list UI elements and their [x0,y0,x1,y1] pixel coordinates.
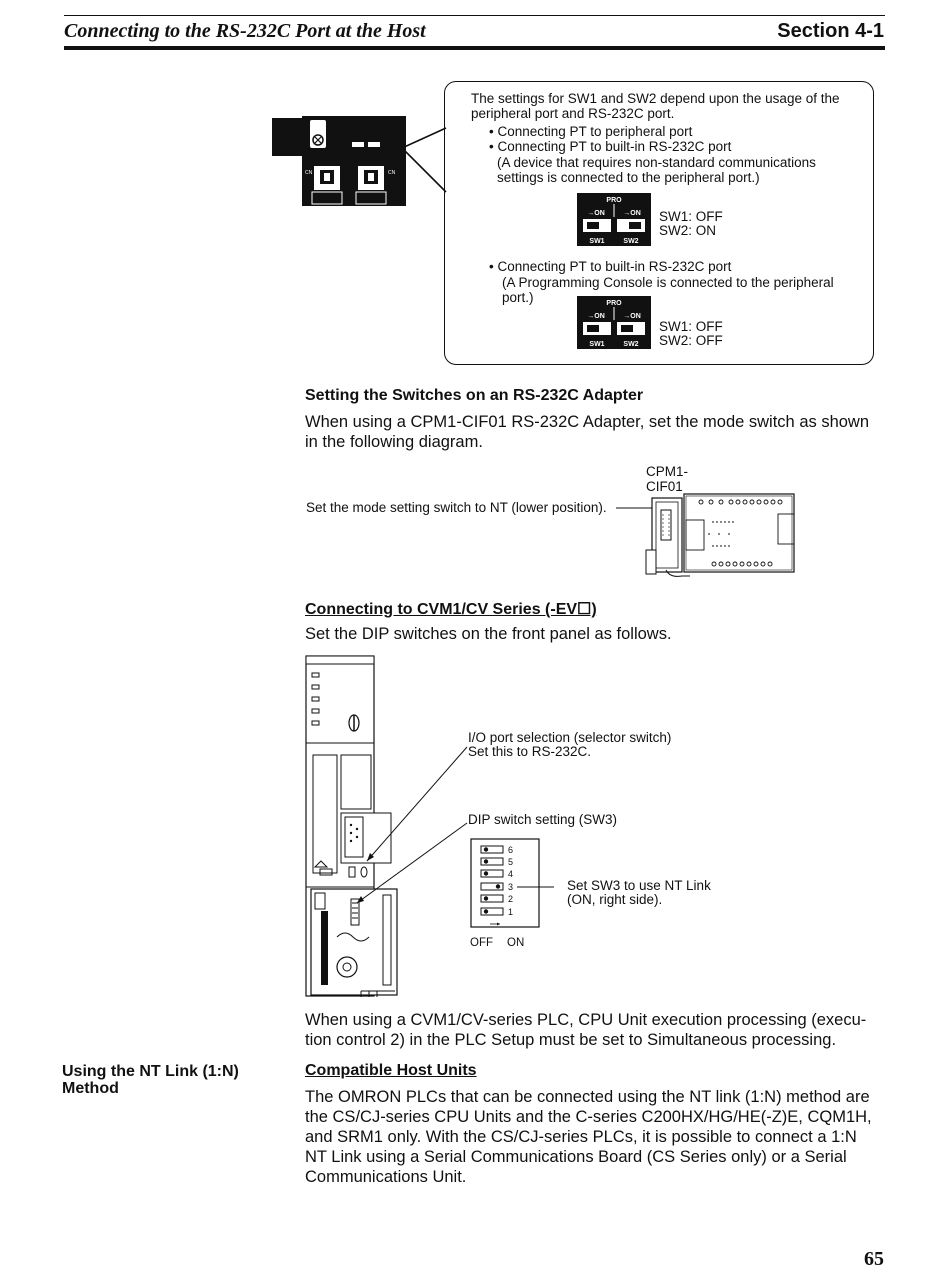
dip2-sw2-label: SW2 [623,341,639,348]
dip-number-6: 6 [508,845,514,855]
dip1-pro-label: PRO [606,197,622,204]
ntlink-para-line5: Communications Unit. [305,1168,467,1186]
callout-bullet-3: • Connecting PT to built-in RS-232C port [489,259,732,274]
plc-port-illustration [272,116,407,208]
dip1-sw1-label: SW1 [589,238,605,245]
switch1-sw1-setting: SW1: OFF [659,209,723,224]
adapter-text-line1: When using a CPM1-CIF01 RS-232C Adapter, set the mode switch as shown [305,413,870,431]
dip2-on-left: →ON [587,313,605,320]
sw3-instruction-line1: Set SW3 to use NT Link [567,878,711,893]
dip1-on-right: →ON [623,210,641,217]
callout-note2-line1: (A Programming Console is connected to the peripheral [502,275,834,290]
adapter-illustration [600,490,800,580]
dip-on-label: ON [507,937,525,949]
cvm1-intro: Set the DIP switches on the front panel as follows. [305,625,672,643]
dip-number-2: 2 [508,894,514,904]
page-header-section: Section 4-1 [777,20,884,42]
header-rule-top [64,15,885,16]
svg-text:CN: CN [305,170,313,176]
callout-intro-line1: The settings for SW1 and SW2 depend upon the usage of the [471,91,840,106]
adapter-mode-switch-label: Set the mode setting switch to NT (lower position). [306,500,607,515]
dip-number-1: 1 [508,907,514,917]
svg-text:CN: CN [388,170,396,176]
ntlink-para-line4: NT Link using a Serial Communications Board (CS Series only) or a Serial [305,1148,847,1166]
sw3-instruction-line2: (ON, right side). [567,892,663,907]
ntlink-para-line3: and SRM1 only. With the CS/CJ-series PLCs, it is possible to connect a 1:N [305,1128,857,1146]
callout-bullet-2: • Connecting PT to built-in RS-232C port [489,139,732,154]
dip2-on-right: →ON [623,313,641,320]
dip-off-label: OFF [470,937,493,949]
callout-note1-line1: (A device that requires non-standard communications [497,155,816,170]
cvm1-leader-lines [340,735,475,915]
page-number: 65 [864,1248,884,1270]
dip-number-4: 4 [508,869,514,879]
header-rule-bottom [64,46,885,50]
ntlink-para-line1: The OMRON PLCs that can be connected using the NT link (1:N) method are [305,1088,870,1106]
dip-number-3: 3 [508,882,514,892]
callout-bullet-1: • Connecting PT to peripheral port [489,124,693,139]
cvm1-note-line2: tion control 2) in the PLC Setup must be set to Simultaneous processing. [305,1031,837,1049]
dip2-pro-label: PRO [606,300,622,307]
dip-switch-graphic-1 [577,193,651,246]
adapter-model-line2: CIF01 [646,479,683,494]
cvm1-heading: Connecting to CVM1/CV Series (-EV☐) [305,601,597,618]
dip2-sw1-label: SW1 [589,341,605,348]
io-port-label-line1: I/O port selection (selector switch) [468,730,672,745]
ntlink-side-heading-line2: Method [62,1080,119,1097]
dip-number-5: 5 [508,857,514,867]
adapter-heading: Setting the Switches on an RS-232C Adapter [305,387,644,404]
ntlink-para-line2: the CS/CJ-series CPU Units and the C-series C200HX/HG/HE(-Z)E, CQM1H, [305,1108,872,1126]
adapter-model-line1: CPM1- [646,464,689,479]
page-header-title: Connecting to the RS-232C Port at the Host [64,20,426,42]
callout-note2-line2: port.) [502,290,534,305]
dip-switch-graphic-2 [577,296,651,349]
dip-switch-label: DIP switch setting (SW3) [468,812,618,827]
switch2-sw2-setting: SW2: OFF [659,333,723,348]
adapter-text-line2: in the following diagram. [305,433,483,451]
sw3-dip-switch-graphic [470,838,555,930]
callout-pointer [400,120,450,200]
ntlink-side-heading-line1: Using the NT Link (1:N) [62,1063,239,1080]
switch2-sw1-setting: SW1: OFF [659,319,723,334]
dip1-on-left: →ON [587,210,605,217]
callout-note1-line2: settings is connected to the peripheral port.) [497,170,760,185]
dip1-sw2-label: SW2 [623,238,639,245]
compatible-host-units-heading: Compatible Host Units [305,1062,477,1079]
callout-intro-line2: peripheral port and RS-232C port. [471,106,675,121]
cvm1-note-line1: When using a CVM1/CV-series PLC, CPU Unit execution processing (execu- [305,1011,867,1029]
switch1-sw2-setting: SW2: ON [659,223,717,238]
io-port-label-line2: Set this to RS-232C. [468,744,592,759]
